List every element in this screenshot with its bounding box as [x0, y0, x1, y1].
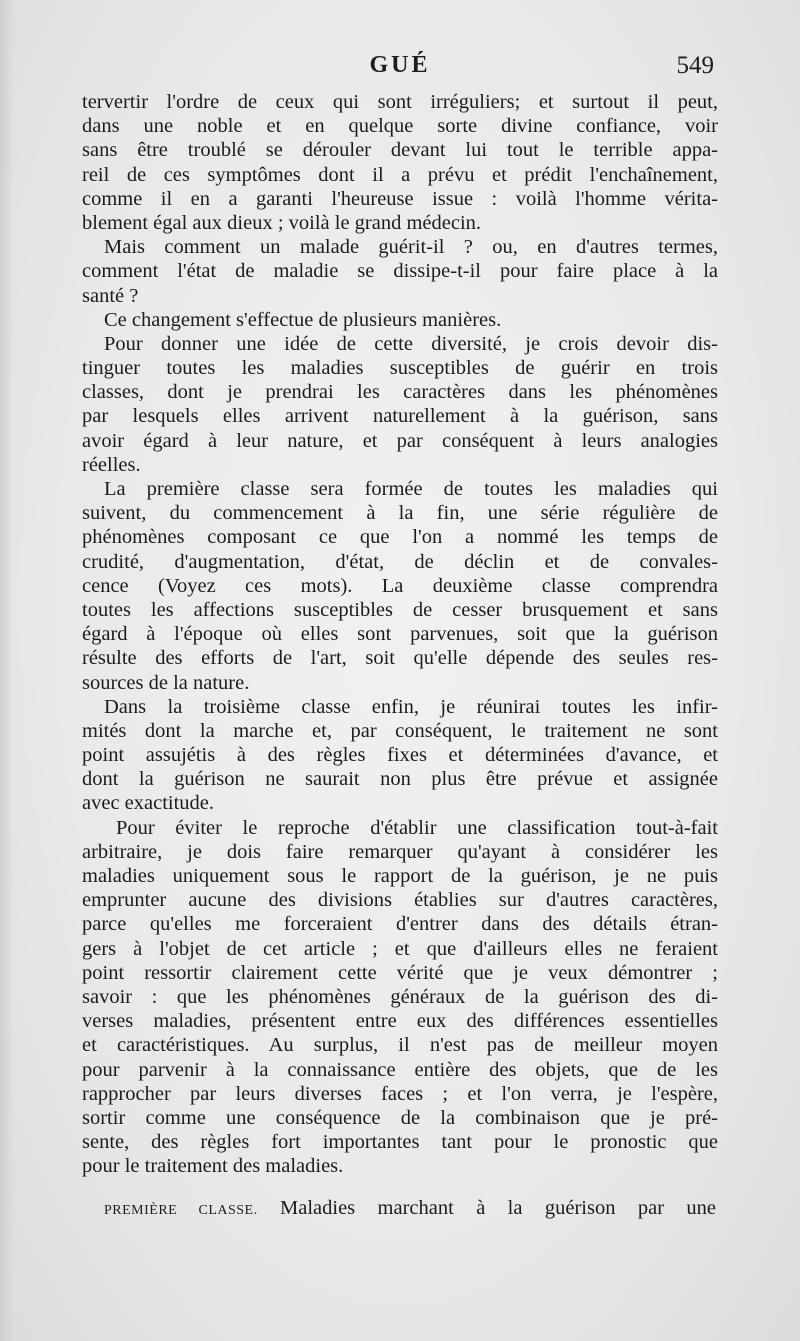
section-heading: PREMIÈRE CLASSE. [104, 1203, 258, 1218]
text-line: comme il en a garanti l'heureuse issue : voilà l'homme vérita- [82, 187, 718, 210]
text-line: Ce changement s'effectue de plusieurs manières. [104, 308, 502, 331]
text-line: crudité, d'augmentation, d'état, de déclin et de convales- [82, 550, 718, 573]
text-line: avec exactitude. [82, 792, 215, 815]
text-line: dans une noble et en quelque sorte divine confiance, voir [82, 115, 718, 138]
text-line: Pour donner une idée de cette diversité, je crois devoir dis- [104, 332, 718, 355]
text-line: égard à l'époque où elles sont parvenues, soit que la guérison [82, 623, 718, 646]
text-line: tinguer toutes les maladies susceptibles de guérir en trois [82, 357, 718, 380]
text-line: emprunter aucune des divisions établies sur d'autres caractères, [82, 889, 718, 912]
text-line: et caractéristiques. Au surplus, il n'est pas de meilleur moyen [82, 1034, 718, 1057]
text-line: Mais comment un malade guérit-il ? ou, en d'autres termes, [104, 236, 718, 259]
page-title: GUÉ [369, 52, 431, 78]
text-line: pour parvenir à la connaissance entière des objets, que de les [82, 1058, 718, 1081]
running-head [82, 52, 718, 86]
text-line: La première classe sera formée de toutes les maladies qui [104, 478, 718, 500]
text-line: arbitraire, je dois faire remarquer qu'ayant à considérer les [82, 840, 718, 863]
text-line: sente, des règles fort importantes tant pour le pronostic que [82, 1131, 718, 1154]
text-line: point assujétis à des règles fixes et déterminées d'avance, et [82, 744, 718, 767]
text-line: avoir égard à leur nature, et par conséquent à leurs analogies [82, 429, 718, 452]
page-number: 549 [676, 52, 714, 79]
text-line: suivent, du commencement à la fin, une série régulière de [82, 502, 718, 525]
text-line: comment l'état de maladie se dissipe-t-il pour faire place à la [82, 260, 718, 283]
text-line: point ressortir clairement cette vérité que je veux démontrer ; [82, 961, 718, 984]
text-line: verses maladies, présentent entre eux des différences essentielles [82, 1010, 718, 1033]
text-line: réelles. [82, 453, 141, 476]
text-line: phénomènes composant ce que l'on a nommé les temps de [82, 526, 718, 549]
text-line: mités dont la marche et, par conséquent, le traitement ne sont [82, 719, 718, 742]
section-heading-text: Maladies marchant à la guérison par une [280, 1197, 716, 1219]
text-line: santé ? [82, 284, 139, 307]
text-line: sources de la nature. [82, 671, 250, 694]
text-line: maladies uniquement sous le rapport de la guérison, je ne puis [82, 865, 718, 887]
text-line: par lesquels elles arrivent naturellement à la guérison, sans [82, 405, 718, 428]
text-line: parce qu'elles me forceraient d'entrer dans des détails étran- [82, 913, 718, 936]
text-line: cence (Voyez ces mots). La deuxième classe comprendra [82, 574, 718, 597]
body-text [82, 90, 718, 1178]
text-line: dont la guérison ne saurait non plus être prévue et assignée [82, 768, 718, 791]
text-line: rapprocher par leurs diverses faces ; et l'on verra, je l'espère, [82, 1082, 718, 1105]
text-line: classes, dont je prendrai les caractères dans les phénomènes [82, 381, 718, 404]
section-heading-line [104, 1197, 716, 1220]
text-line: sans être troublé se dérouler devant lui tout le terrible appa- [82, 139, 718, 162]
text-line: reil de ces symptômes dont il a prévu et prédit l'enchaînement, [82, 163, 718, 186]
text-line: Pour éviter le reproche d'établir une classification tout-à-fait [116, 816, 718, 839]
text-line: résulte des efforts de l'art, soit qu'elle dépende des seules res- [82, 647, 718, 670]
text-line: savoir : que les phénomènes généraux de la guérison des di- [82, 985, 718, 1008]
text-line: pour le traitement des maladies. [82, 1155, 344, 1178]
text-line: tervertir l'ordre de ceux qui sont irréguliers; et surtout il peut, [82, 91, 718, 113]
text-line: gers à l'objet de cet article ; et que d'ailleurs elles ne feraient [82, 937, 718, 960]
text-line: Dans la troisième classe enfin, je réunirai toutes les infir- [104, 695, 718, 718]
text-line: blement égal aux dieux ; voilà le grand médecin. [82, 211, 482, 234]
text-line: sortir comme une conséquence de la combinaison que je pré- [82, 1106, 718, 1129]
text-line: toutes les affections susceptibles de cesser brusquement et sans [82, 598, 718, 621]
